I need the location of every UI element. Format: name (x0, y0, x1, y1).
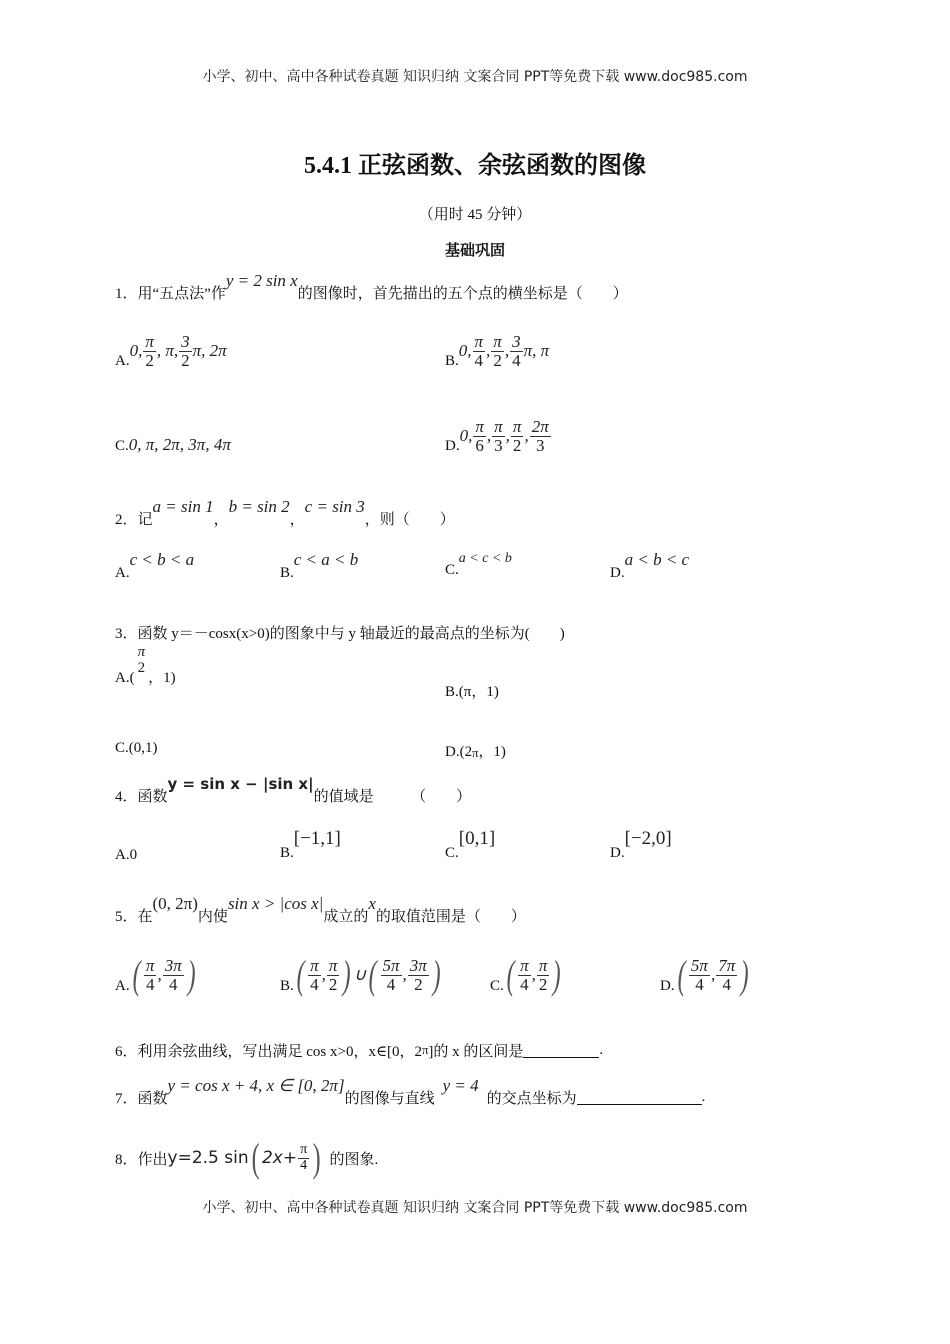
fraction: π 4 (310, 955, 319, 994)
text: a < b < c (624, 550, 690, 569)
q5-option-b[interactable] (280, 952, 443, 997)
text: [−1,1] (293, 828, 341, 849)
option-math (130, 333, 227, 370)
q1-text: 1．用“五点法”作 (115, 286, 226, 302)
q4-option-b[interactable] (280, 828, 341, 862)
interval: ( π 4 , 3π 4 ) (132, 952, 196, 997)
fraction: 5π 4 (382, 955, 400, 994)
math-text: , (505, 426, 510, 446)
interval: ( 5π 4 , 3π 2 ) (368, 952, 441, 997)
question-3: 3．函数 y＝－cosx(x>0)的图象中与 y 轴最近的最高点的坐标为( ) (115, 626, 565, 642)
text: D. (445, 437, 460, 454)
fraction: π 6 (475, 417, 484, 455)
text: 8．作出 (115, 1151, 168, 1168)
math-text: , (486, 426, 492, 446)
text: a = sin 1 (152, 496, 214, 516)
fraction: 3π 2 (409, 955, 427, 994)
text: A.( (115, 669, 135, 686)
math-text: , π, (156, 341, 179, 361)
text: D. (610, 845, 625, 861)
text: c = sin 3 (304, 496, 365, 516)
text: 2 (137, 659, 146, 676)
text: π (300, 1141, 308, 1157)
answer-blank[interactable] (577, 1090, 702, 1105)
q5-option-a[interactable] (115, 952, 198, 997)
text: 6．利用余弦曲线，写出满足 cos x>0，x∈[0，2 (115, 1044, 423, 1060)
fraction: 5π 4 (690, 955, 708, 994)
text: A.0 (115, 847, 138, 863)
q1-text-post: 的图像时，首先描出的五个点的横坐标是（ ） (297, 286, 628, 302)
text: D.(2 (445, 744, 473, 760)
text: B. (280, 978, 294, 994)
text: c < b < a (129, 550, 195, 569)
fraction: π 2 (512, 417, 522, 455)
text: C.(0,1) (115, 740, 158, 756)
q4-option-c[interactable] (445, 828, 496, 862)
fraction: π 4 (145, 955, 155, 994)
question-1 (115, 270, 628, 303)
q2-option-c[interactable] (445, 551, 512, 579)
text: y = cos x + 4, x ∈ [0, 2π] (167, 1075, 345, 1095)
q3-option-b[interactable] (445, 680, 499, 701)
text: C. (445, 845, 459, 861)
question-6 (115, 1040, 603, 1061)
interval: ( π 4 , π 2 ) (296, 952, 352, 997)
option-math (130, 952, 198, 997)
q1-option-c[interactable] (115, 435, 231, 455)
text: C. (115, 438, 129, 454)
text: 成立的 (323, 909, 369, 925)
text: C. (445, 562, 459, 578)
fraction: 3 4 (512, 332, 521, 370)
fraction: π 4 (520, 955, 529, 994)
site-header: 小学、初中、高中各种试卷真题 知识归纳 文案合同 PPT等免费下载 www.doc985.com (202, 69, 748, 85)
fraction: π 2 (328, 955, 338, 994)
text: sin x > |cos x| (227, 893, 324, 913)
option-math (459, 333, 549, 370)
text: 的值域是 （ ） (313, 789, 472, 805)
option-math (294, 952, 443, 997)
text: [−2,0] (624, 828, 672, 849)
fraction: π 2 (538, 955, 548, 994)
option-math (675, 952, 752, 997)
text: B.( (445, 684, 464, 700)
fraction: 7π 4 (718, 955, 736, 994)
q3-option-d[interactable] (445, 740, 506, 761)
text: B. (280, 845, 294, 861)
text: D. (660, 978, 675, 994)
option-math (504, 952, 564, 997)
text: π (137, 644, 146, 660)
text: 4．函数 (115, 789, 168, 805)
q3-option-a[interactable] (115, 644, 176, 687)
fraction: π 2 (145, 332, 154, 370)
text: π (472, 746, 479, 760)
text: b = sin 2 (228, 496, 290, 516)
text: ，1) (478, 744, 506, 760)
option-math (129, 435, 231, 455)
text: 的图象. (329, 1151, 379, 1168)
text: c < a < b (293, 550, 359, 569)
q2-option-b[interactable] (280, 550, 359, 582)
q5-option-c[interactable] (490, 952, 564, 997)
text: y=2.5 sin (167, 1148, 249, 1168)
text: A. (115, 978, 130, 994)
text: ， (213, 512, 229, 528)
text: 2x+ (261, 1148, 298, 1168)
text: y = sin x − |sin x| (167, 774, 314, 793)
text: C. (490, 978, 504, 994)
fraction: 3 2 (181, 332, 190, 370)
math-text: , (524, 426, 529, 446)
site-footer: 小学、初中、高中各种试卷真题 知识归纳 文案合同 PPT等免费下载 www.doc985.com (202, 1200, 748, 1216)
fraction: 2π 3 (531, 417, 549, 455)
math-text: π, 2π (192, 341, 227, 361)
text: x (368, 893, 376, 913)
q2-option-a[interactable] (115, 550, 195, 582)
text: π (422, 1043, 429, 1057)
math-text: , (486, 341, 491, 361)
fraction: π 4 (474, 332, 484, 370)
math-text: 0, (458, 341, 472, 361)
text: B. (445, 352, 459, 369)
q4-option-d[interactable] (610, 828, 672, 862)
q1-math: y = 2 sin x (225, 270, 298, 290)
text: ]的 x 的区间是 (428, 1044, 524, 1060)
math-text: 0, π, 2π, 3π, 4π (128, 435, 231, 454)
text: (0, 2π) (152, 893, 198, 913)
text: 7．函数 (115, 1091, 168, 1107)
time-note: （用时 45 分钟） (418, 207, 532, 223)
answer-blank[interactable] (523, 1043, 599, 1058)
question-8: 8．作出 y=2.5 sin ( 2x+ $\frac{\pi}{4}$ ) 的图象. (115, 1135, 379, 1180)
text: y = 4 (442, 1075, 479, 1095)
math-text: ∪ (353, 965, 367, 984)
text: A. (115, 352, 130, 369)
text: 内使 (197, 909, 228, 925)
text: 5．在 (115, 909, 153, 925)
interval: ( π 4 , π 2 ) (506, 952, 562, 997)
math-text: π, π (523, 341, 550, 361)
text: A. (115, 565, 130, 581)
text: [0,1] (458, 828, 496, 849)
question-4 (115, 774, 472, 806)
text: . (599, 1042, 604, 1058)
text: ，则（ ） (364, 512, 455, 528)
question-7 (115, 1075, 706, 1108)
math-text: , (504, 341, 510, 361)
q3-option-c[interactable] (115, 740, 158, 757)
text: . (701, 1089, 706, 1105)
q1-option-d[interactable] (445, 418, 552, 455)
text: B. (280, 565, 294, 581)
fraction: 3π 4 (164, 955, 182, 994)
text: 2．记 (115, 512, 153, 528)
text: 4 (300, 1157, 308, 1173)
option-math (460, 418, 552, 455)
text: 的取值范围是（ ） (375, 909, 526, 925)
fraction: π 2 (493, 332, 502, 370)
question-2 (115, 496, 455, 529)
math-text: 0, (459, 426, 473, 446)
q1-option-a[interactable] (115, 333, 227, 370)
text: ， (289, 512, 305, 528)
text: ，1) (148, 669, 176, 686)
q1-option-b[interactable] (445, 333, 549, 370)
interval: ( 5π 4 , 7π 4 ) (677, 952, 749, 997)
fraction: π 3 (494, 417, 503, 455)
text: D. (610, 565, 625, 581)
text: 的图像与直线 (344, 1091, 435, 1107)
q4-option-a[interactable] (115, 847, 137, 864)
text: π，1) (463, 684, 499, 700)
question-5 (115, 893, 526, 926)
text: 的交点坐标为 (486, 1091, 577, 1107)
q5-option-d[interactable] (660, 952, 752, 997)
math-text: 0, (129, 341, 143, 361)
text: a < c < b (458, 551, 512, 566)
q2-option-d[interactable] (610, 550, 690, 582)
page-title: 5.4.1 正弦函数、余弦函数的图像 (304, 153, 646, 179)
section-heading: 基础巩固 (444, 243, 505, 259)
